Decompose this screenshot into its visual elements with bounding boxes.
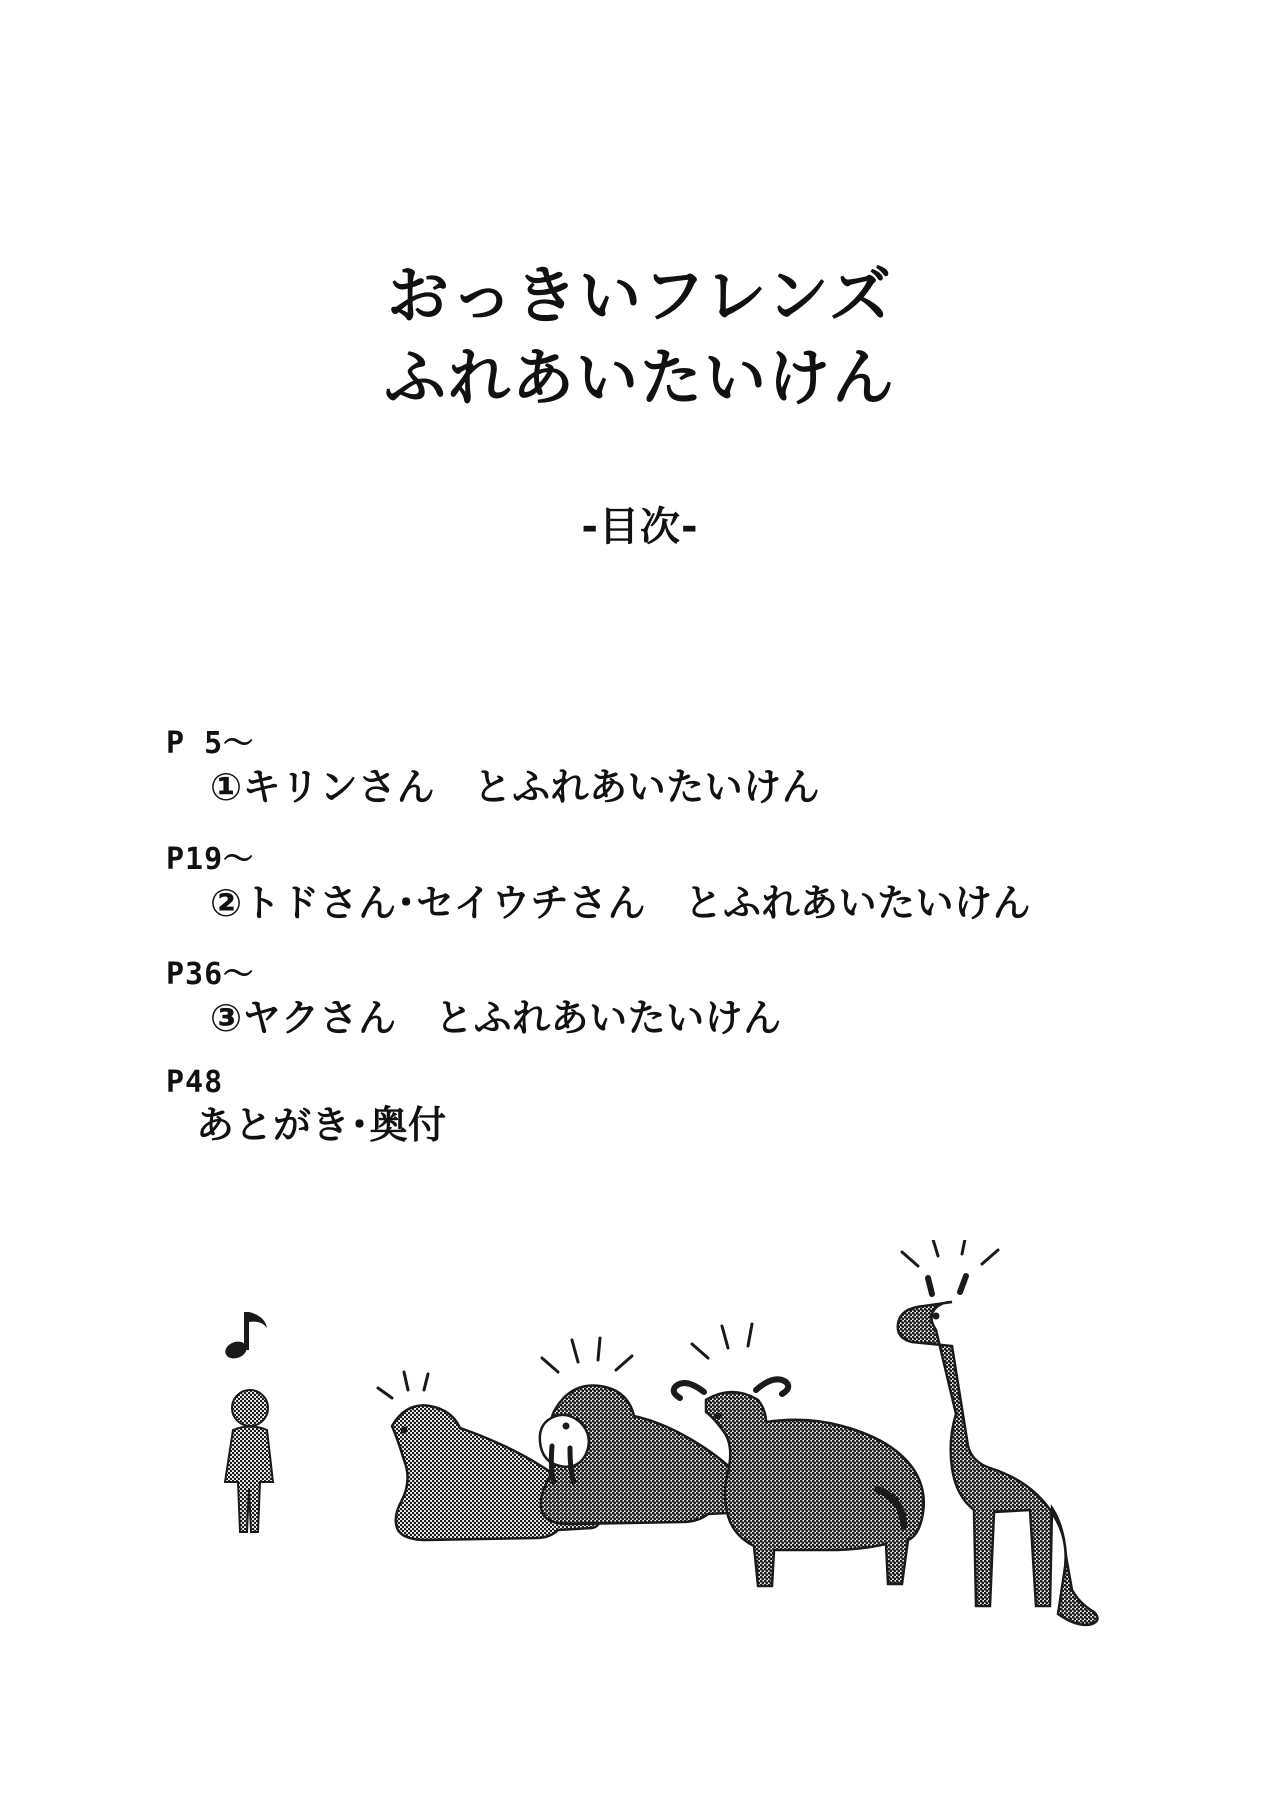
list-item [166, 1065, 1226, 1150]
toc-entry-title: ②トドさん･セイウチさん とふれあいたいけん [210, 880, 1032, 925]
illustration-animal-lineup [0, 1240, 1280, 1760]
title-line-2: ふれあいたいけん [383, 340, 896, 414]
table-of-contents [166, 718, 1226, 1171]
toc-entry-title: ③ヤクさん とふれあいたいけん [210, 996, 782, 1040]
list-item [166, 834, 1226, 928]
toc-entry-title: ①キリンさん とふれあいたいけん [210, 765, 821, 809]
list-item [166, 949, 1226, 1043]
giraffe-icon [898, 1240, 1098, 1625]
page-title [0, 255, 1280, 419]
list-item [166, 718, 1226, 812]
toc-entry-title: あとがき･奥付 [196, 1102, 447, 1147]
toc-page-number: P48 [166, 1064, 224, 1100]
toc-page-number: P 5〜 [166, 726, 255, 761]
toc-page-number: P19〜 [166, 841, 255, 877]
toc-page-number: P36〜 [166, 957, 255, 992]
title-line-1: おっきいフレンズ [386, 259, 894, 332]
human-figure-icon [223, 1312, 273, 1532]
subtitle-mokuji: -目次- [581, 504, 699, 550]
